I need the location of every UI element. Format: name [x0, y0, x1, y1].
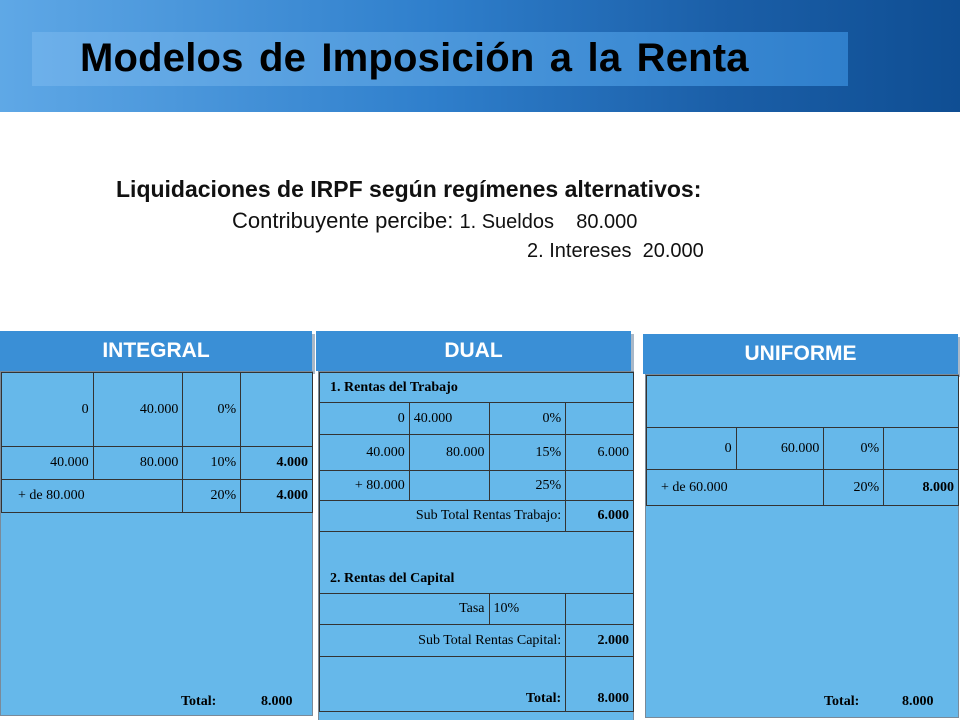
integral-total-label: Total:	[181, 694, 217, 709]
table-cell: 15%	[489, 435, 566, 471]
table-cell: 10%	[183, 447, 241, 480]
table-cell: 40.000	[93, 373, 183, 447]
uniforme-table	[646, 375, 959, 506]
intro-prefix: Contribuyente percibe:	[232, 208, 454, 233]
table-row	[2, 373, 313, 447]
dual-table	[319, 372, 634, 712]
table-cell	[566, 471, 634, 501]
income-intereses: 2. Intereses 20.000	[527, 240, 704, 262]
table-cell: 0%	[489, 403, 566, 435]
table-row	[320, 403, 634, 435]
tab-integral[interactable]	[0, 331, 312, 371]
table-row	[320, 532, 634, 594]
table-cell: 60.000	[736, 428, 824, 470]
income-line-1	[232, 208, 637, 234]
table-cell: + de 60.000	[647, 470, 824, 506]
dual-labor-subtotal-label: Sub Total Rentas Trabajo:	[320, 501, 566, 532]
table-cell: 40.000	[2, 447, 94, 480]
table-cell	[241, 373, 313, 447]
table-row	[320, 373, 634, 403]
uniforme-total-label: Total:	[824, 694, 860, 709]
table-cell: 20%	[824, 470, 884, 506]
tab-dual-label: DUAL	[444, 339, 503, 362]
dual-panel	[318, 371, 634, 720]
table-row	[2, 480, 313, 513]
table-cell: 4.000	[241, 480, 313, 513]
dual-total-label: Total:	[320, 657, 566, 712]
table-cell: 80.000	[93, 447, 183, 480]
dual-labor-subtotal-value: 6.000	[566, 501, 634, 532]
table-cell: 0	[647, 428, 737, 470]
table-cell: 20%	[183, 480, 241, 513]
dual-capital-rate-value: 10%	[489, 594, 566, 625]
table-cell: + 80.000	[320, 471, 410, 501]
table-cell: 40.000	[409, 403, 489, 435]
table-cell: 80.000	[409, 435, 489, 471]
table-cell: 8.000	[884, 470, 959, 506]
table-row	[320, 501, 634, 532]
table-cell: 0	[2, 373, 94, 447]
dual-capital-rate-label: Tasa	[320, 594, 490, 625]
table-row	[2, 447, 313, 480]
table-cell	[647, 376, 959, 428]
dual-capital-subtotal-label: Sub Total Rentas Capital:	[320, 625, 566, 657]
table-cell: 25%	[489, 471, 566, 501]
table-cell: 40.000	[320, 435, 410, 471]
table-row	[647, 376, 959, 428]
table-cell	[409, 471, 489, 501]
tab-dual[interactable]	[316, 331, 631, 371]
table-cell	[884, 428, 959, 470]
dual-capital-subtotal-value: 2.000	[566, 625, 634, 657]
tab-uniforme[interactable]	[643, 334, 958, 374]
table-cell: 0%	[824, 428, 884, 470]
integral-table	[1, 372, 313, 513]
dual-total-value: 8.000	[566, 657, 634, 712]
tab-integral-label: INTEGRAL	[102, 339, 210, 362]
table-row	[647, 470, 959, 506]
table-row	[320, 657, 634, 712]
table-row	[647, 428, 959, 470]
table-cell: 6.000	[566, 435, 634, 471]
uniforme-panel	[645, 374, 959, 718]
table-row	[320, 471, 634, 501]
table-cell: 0	[320, 403, 410, 435]
income-sueldos: 1. Sueldos 80.000	[459, 211, 638, 233]
table-cell	[566, 594, 634, 625]
table-row	[320, 625, 634, 657]
dual-capital-heading: 2. Rentas del Capital	[320, 532, 634, 594]
uniforme-total-value: 8.000	[902, 694, 934, 709]
slide-subtitle: Liquidaciones de IRPF según regímenes alternativos:	[116, 176, 702, 202]
table-cell	[566, 403, 634, 435]
table-cell: 0%	[183, 373, 241, 447]
tab-uniforme-label: UNIFORME	[744, 342, 857, 365]
table-row	[320, 435, 634, 471]
integral-panel	[0, 371, 313, 716]
table-row	[320, 594, 634, 625]
integral-total-value: 8.000	[261, 694, 293, 709]
slide-title: Modelos de Imposición a la Renta	[80, 36, 749, 80]
table-cell: + de 80.000	[2, 480, 183, 513]
dual-labor-heading: 1. Rentas del Trabajo	[320, 373, 634, 403]
table-cell: 4.000	[241, 447, 313, 480]
